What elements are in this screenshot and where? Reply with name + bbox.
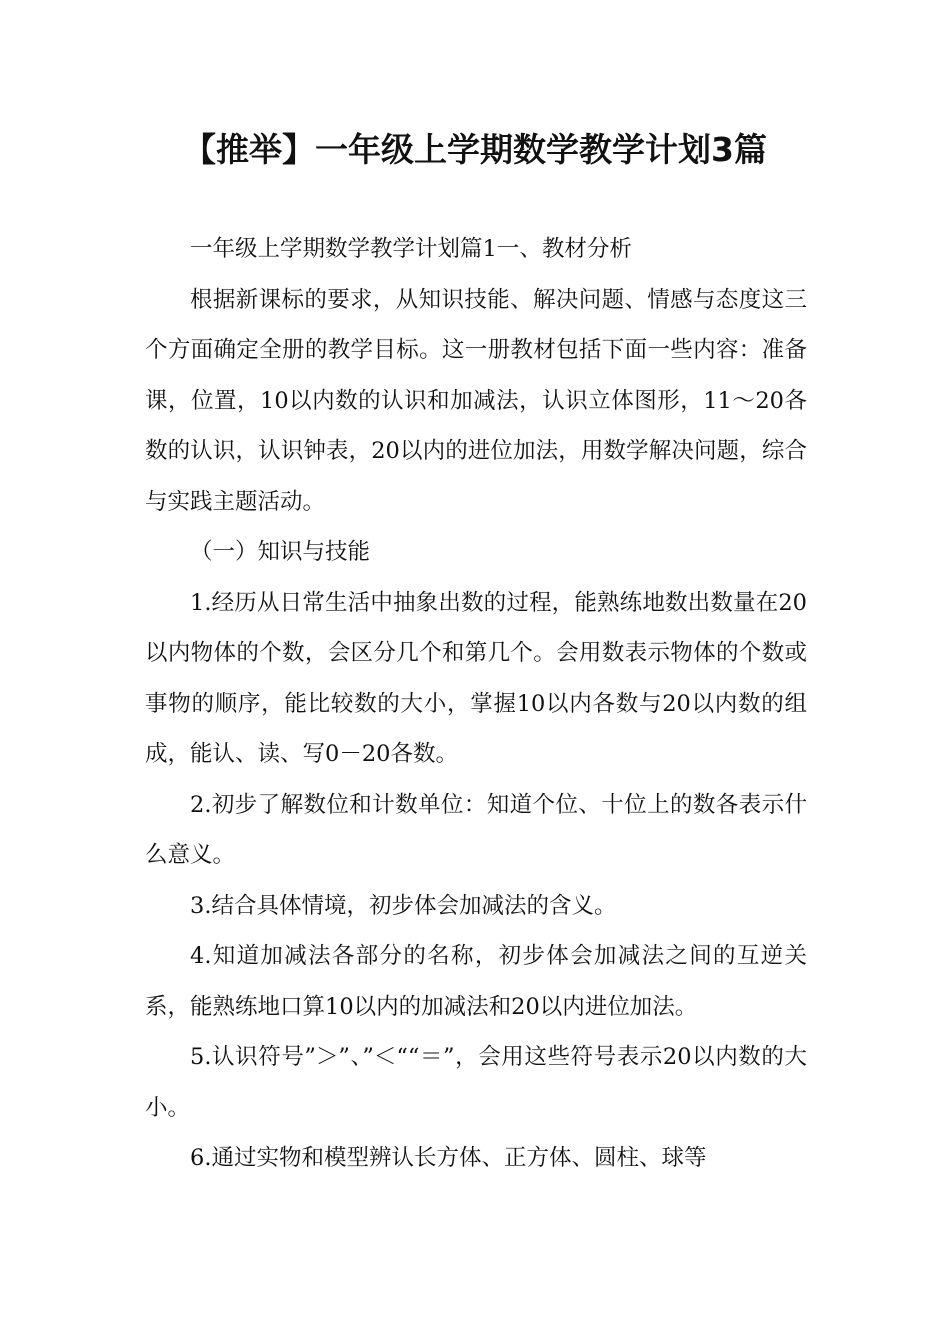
paragraph-item-4: 4.知道加减法各部分的名称，初步体会加减法之间的互逆关系，能熟练地口算10以内的加减法和20以内进位加法。 <box>145 943 807 1020</box>
document-body <box>145 224 807 1184</box>
paragraph-item-6: 6.通过实物和模型辨认长方体、正方体、圆柱、球等 <box>190 1145 707 1171</box>
paragraph-item-1: 1.经历从日常生活中抽象出数的过程，能熟练地数出数量在20以内物体的个数，会区分几个和第几个。会用数表示物体的个数或事物的顺序，能比较数的大小，掌握10以内各数与20以内数的组成，能认、读、写0－20各数。 <box>145 589 807 767</box>
paragraph-textbook-analysis: 根据新课标的要求，从知识技能、解决问题、情感与态度这三个方面确定全册的教学目标。这一册教材包括下面一些内容：准备课，位置，10以内数的认识和加减法，认识立体图形，11～20各数的认识，认识钟表，20以内的进位加法，用数学解决问题，综合与实践主题活动。 <box>145 286 807 515</box>
paragraph-item-2: 2.初步了解数位和计数单位：知道个位、十位上的数各表示什么意义。 <box>145 791 807 868</box>
paragraph-item-3: 3.结合具体情境，初步体会加减法的含义。 <box>190 892 617 919</box>
paragraph-item-5: 5.认识符号”＞”、”＜““＝”，会用这些符号表示20以内数的大小。 <box>145 1044 807 1121</box>
document-title: 【推举】一年级上学期数学教学计划3篇 <box>183 130 767 169</box>
paragraph-section-knowledge-skills: （一）知识与技能 <box>190 539 371 565</box>
paragraph-plan-heading: 一年级上学期数学教学计划篇1一、教材分析 <box>190 236 632 262</box>
